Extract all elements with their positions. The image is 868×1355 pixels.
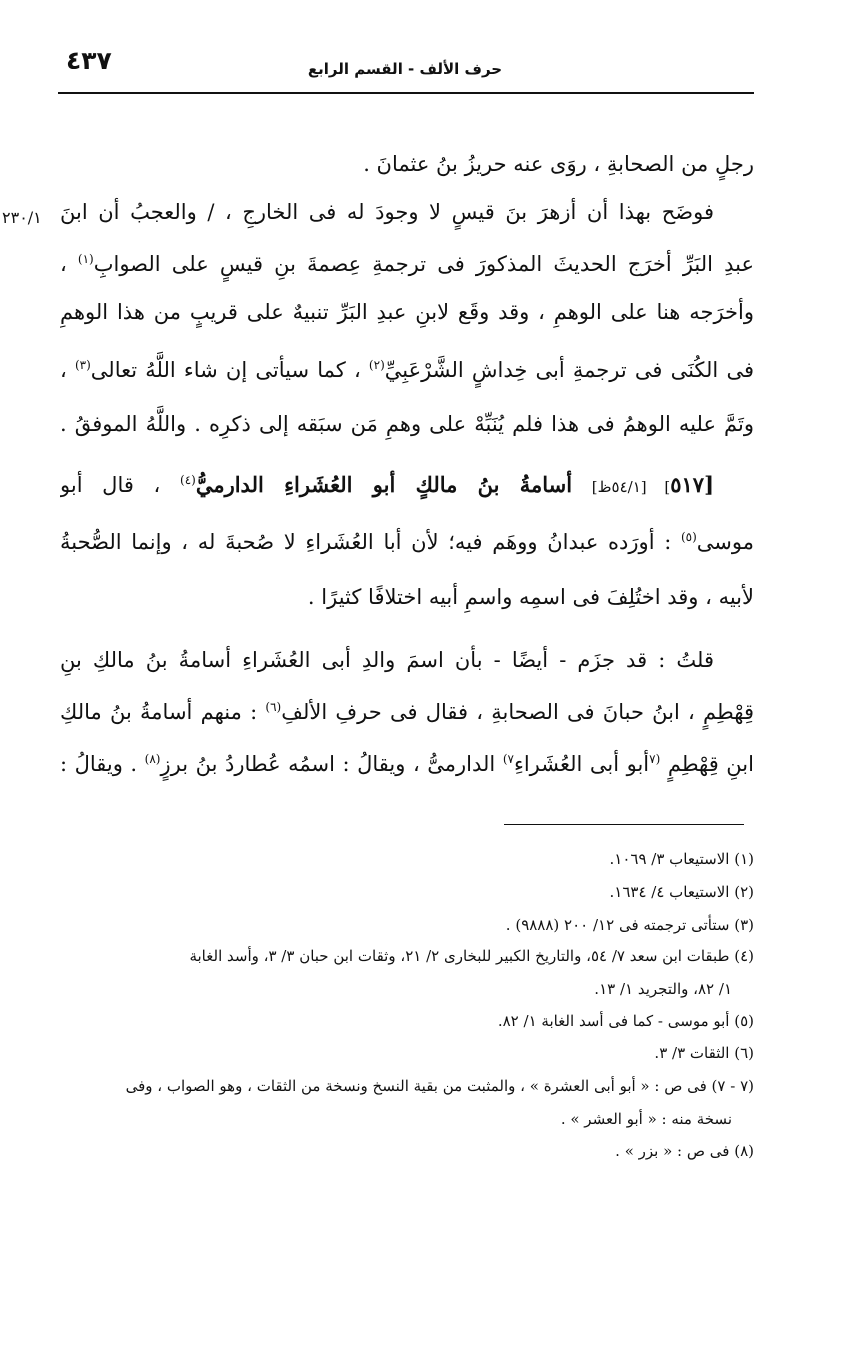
text-line-10: قلتُ : قد جزَم - أيضًا - بأن اسمَ والدِ أبى العُشَراءِ أسامةُ بنُ مالكِ بنِ — [60, 648, 714, 672]
entry-heading-517: [٥١٧] [٥٤/١ظ] أسامةُ بنُ مالكٍ أبو العُشَراءِ الدارميُّ$^{(٤)}$ ، قال أبو — [60, 472, 715, 497]
page-number: ٤٣٧ — [66, 46, 112, 75]
footnote-mark-8: (٨) — [144, 752, 161, 766]
footnote-4: (٤) طبقات ابن سعد ٧/ ٥٤، والتاريخ الكبير للبخارى ٢/ ٢١، وثقات ابن حبان ٣/ ٣، وأسد الغابة — [189, 947, 754, 965]
footnote-5: (٥) أبو موسى - كما فى أسد الغابة ١/ ٨٢. — [497, 1012, 754, 1030]
text-line-1: رجلٍ من الصحابةِ ، روَى عنه حريزُ بنُ عثمانَ . — [363, 152, 754, 176]
footnote-mark-2: (٢) — [368, 358, 385, 372]
manuscript-ref: ] [٥٤/١ظ] — [591, 478, 671, 496]
footnote-8: (٨) فى ص : « بزر » . — [615, 1142, 754, 1160]
entry-name: أسامةُ بنُ مالكٍ أبو العُشَراءِ الدارميُّ — [195, 472, 573, 497]
footnote-7: (٧ - ٧) فى ص : « أبو أبى العشرة » ، والمثبت من بقية النسخ ونسخة من الثقات ، وهو الصواب ، وفى — [125, 1077, 754, 1095]
footnote-3: (٣) ستأتى ترجمته فى ١٢/ ٢٠٠ (٩٨٨٨) . — [505, 916, 754, 934]
footnote-mark-5: (٥) — [680, 530, 697, 544]
footnote-mark-4: (٤) — [180, 473, 196, 487]
footnote-6: (٦) الثقات ٣/ ٣. — [654, 1044, 754, 1062]
entry-number: [٥١٧ — [670, 472, 715, 497]
footnote-1: (١) الاستيعاب ٣/ ١٠٦٩. — [609, 850, 754, 868]
text-line-4: وأخرَجه هنا على الوهمِ ، وقد وقَع لابنِ عبدِ البَرِّ تنبيهٌ على قريبٍ من هذا الوهمِ — [60, 300, 754, 324]
text-line-6: وتَمَّ عليه الوهمُ فى هذا فلم يُنَبِّهْ على وهمِ مَن سبَقه إلى ذكرِه . واللَّهُ الموفقُ . — [60, 412, 754, 436]
footnote-mark-3: (٣) — [74, 358, 91, 372]
text-line-9: لأبيه ، وقد اختُلِفَ فى اسمِه واسمِ أبيه اختلافًا كثيرًا . — [307, 585, 754, 609]
text-line-11: قِهْطِمٍ ، ابنُ حبانَ فى الصحابةِ ، فقال فى حرفِ الألفِ$^{(٦)}$ : منهم أسامةُ بنُ مالكِ — [60, 700, 754, 724]
footnote-mark-7b: ٧) — [502, 752, 514, 766]
footnote-mark-6: (٦) — [265, 700, 282, 714]
text-line-3: عبدِ البَرِّ أخرَج الحديثَ المذكورَ فى ترجمةِ عِصمةَ بنِ قيسٍ على الصوابِ$^{(١)}$ ، — [60, 252, 754, 276]
footnote-mark-7a: (٧ — [649, 752, 661, 766]
footnote-mark-1: (١) — [77, 252, 94, 266]
text-line-5: فى الكُنَى فى ترجمةِ أبى خِداشٍ الشَّرْعَبِيِّ$^{(٢)}$ ، كما سيأتى إن شاء اللَّهُ تعالى$^{(٣)}$ ، — [60, 358, 754, 382]
text-line-8: موسى$^{(٥)}$ : أورَده عبدانُ ووهَم فيه؛ لأن أبا العُشَراءِ لا صُحبةَ له ، وإنما الصُّحبةُ — [60, 530, 754, 554]
text-line-2: فوضَح بهذا أن أزهرَ بنَ قيسٍ لا وجودَ له فى الخارجِ ، / والعجبُ أن ابنَ — [60, 200, 714, 224]
header-rule — [58, 92, 754, 94]
footnote-4-cont: ١/ ٨٢، والتجريد ١/ ١٣. — [594, 980, 732, 998]
footnote-rule — [504, 824, 744, 825]
footnote-2: (٢) الاستيعاب ٤/ ١٦٣٤. — [609, 883, 754, 901]
text-line-12: ابنِ قِهْطِمٍ $^{(٧}$أبو أبى العُشَراءِ$^{٧)}$ الدارمىُّ ، ويقالُ : اسمُه عُطاردُ بنُ برزٍ$^{(٨)}$ . ويقالُ : — [60, 752, 754, 776]
margin-reference: ٢٣٠/١ — [2, 208, 42, 227]
running-header: حرف الألف - القسم الرابع — [307, 60, 503, 78]
footnote-7-cont: نسخة منه : « أبو العشر » . — [560, 1110, 732, 1128]
